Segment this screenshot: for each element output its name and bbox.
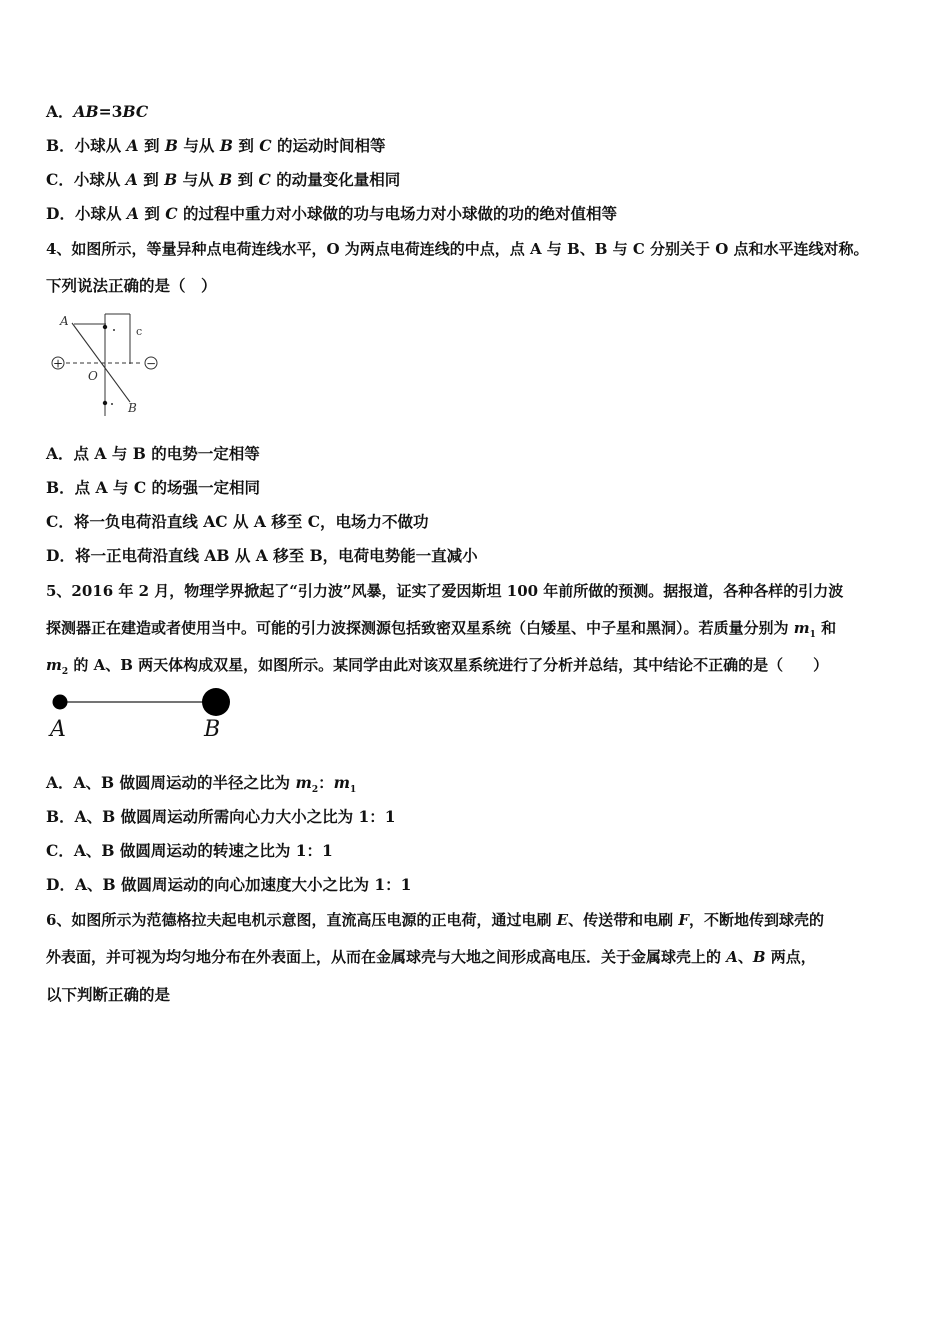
var: B — [164, 170, 178, 189]
option-label: D． — [46, 204, 75, 223]
var-b: B — [752, 948, 766, 966]
label-o: O — [88, 369, 98, 383]
text: 、 — [737, 948, 753, 966]
text: ： — [318, 773, 334, 792]
q4-option-c: C．将一负电荷沿直线 AC 从 A 移至 C，电场力不做功 — [46, 512, 429, 531]
q6-stem-line3: 以下判断正确的是 — [46, 985, 171, 1004]
dot-c — [113, 329, 115, 331]
var: B — [219, 170, 233, 189]
label-a: A — [60, 314, 69, 328]
dot-b — [111, 403, 113, 405]
q5-figure — [44, 686, 244, 746]
var: C — [258, 170, 271, 189]
sub: 1 — [809, 630, 816, 640]
math-ab: AB — [73, 102, 99, 121]
var: m — [333, 773, 351, 792]
text: 的 A、B 两天体构成双星，如图所示。某同学由此对该双星系统进行了分析并总结，其中结论不正确的是（ ） — [68, 656, 829, 674]
q4-stem-line2: 下列说法正确的是（ ） — [46, 276, 217, 295]
q4-figure — [44, 308, 170, 420]
var-a: A — [726, 948, 738, 966]
text: 与从 — [183, 136, 215, 155]
text: 外表面，并可视为均匀地分布在外表面上，从而在金属球壳与大地之间形成高电压．关于金属球壳上的 — [46, 948, 727, 966]
plus-sign: + — [52, 356, 64, 371]
q4-option-b: B．点 A 与 C 的场强一定相同 — [46, 478, 261, 497]
text: 与从 — [182, 170, 214, 189]
text: 到 — [237, 170, 254, 189]
text: 到 — [143, 136, 160, 155]
q5-stem-line2 — [46, 618, 836, 645]
text: 两点， — [765, 948, 816, 966]
var: A — [126, 204, 139, 223]
var-m2: m — [46, 656, 62, 674]
sub: 1 — [350, 785, 357, 796]
sub: 2 — [61, 667, 69, 677]
q5-option-b: B．A、B 做圆周运动所需向心力大小之比为 1：1 — [46, 807, 396, 826]
text: 到 — [144, 204, 160, 223]
q3-option-b — [46, 136, 386, 156]
text: 、传送带和电刷 — [568, 911, 679, 929]
text: 的运动时间相等 — [277, 136, 386, 155]
q3-option-d — [46, 204, 617, 224]
q5-option-d: D．A、B 做圆周运动的向心加速度大小之比为 1：1 — [46, 875, 412, 894]
text: 到 — [143, 170, 159, 189]
var: A — [125, 170, 138, 189]
text: 小球从 — [74, 136, 122, 155]
star-b — [202, 688, 230, 716]
text: 6、如图所示为范德格拉夫起电机示意图，直流高压电源的正电荷，通过电刷 — [46, 911, 557, 929]
dot-top — [103, 325, 107, 329]
text: 的动量变化量相同 — [276, 170, 401, 189]
text: 小球从 — [73, 170, 121, 189]
q3-option-c — [46, 170, 400, 190]
label-b: B — [204, 717, 221, 742]
text: 的过程中重力对小球做的功与电场力对小球做的功的绝对值相等 — [182, 204, 617, 223]
q5-option-a — [46, 773, 356, 800]
var: m — [295, 773, 312, 792]
label-b: B — [128, 401, 137, 415]
var-m1: m — [793, 619, 810, 637]
var: C — [259, 136, 272, 155]
q5-stem-line1: 5、2016 年 2 月，物理学界掀起了“引力波”风暴，证实了爱因斯坦 100 年前所做的预测。据报道，各种各样的引力波 — [46, 582, 844, 600]
var: A — [126, 136, 139, 155]
math-eq: =3 — [98, 102, 123, 121]
var: B — [219, 136, 233, 155]
option-label: B． — [46, 136, 75, 155]
q3-option-a — [46, 102, 148, 122]
q4-option-d: D．将一正电荷沿直线 AB 从 A 移至 B，电荷电势能一直减小 — [46, 546, 478, 565]
q6-stem-line1 — [46, 910, 824, 930]
text: 到 — [238, 136, 254, 155]
text: 探测器正在建造或者使用当中。可能的引力波探测源包括致密双星系统（白矮星、中子星和黑洞）。若质量分别为 — [46, 619, 794, 637]
label-a: A — [50, 717, 66, 742]
star-a — [53, 695, 68, 710]
var-e: E — [556, 911, 569, 929]
var-f: F — [678, 911, 689, 929]
text: ，不断地传到球壳的 — [689, 911, 825, 929]
label-c: c — [136, 325, 143, 338]
text: A．A、B 做圆周运动的半径之比为 — [46, 773, 296, 792]
text: 和 — [815, 619, 837, 637]
text: 小球从 — [74, 204, 122, 223]
math-bc: BC — [122, 102, 149, 121]
q6-stem-line2 — [46, 947, 816, 967]
q4-stem-line1: 4、如图所示，等量异种点电荷连线水平，O 为两点电荷连线的中点，点 A 与 B、B 与 C 分别关于 O 点和水平连线对称。 — [46, 240, 869, 258]
sub: 2 — [311, 785, 319, 796]
var: C — [165, 204, 178, 223]
option-label: A． — [46, 102, 74, 121]
var: B — [164, 136, 178, 155]
option-label: C． — [46, 170, 74, 189]
q5-option-c: C．A、B 做圆周运动的转速之比为 1：1 — [46, 841, 333, 860]
q5-stem-line3 — [46, 655, 828, 682]
minus-sign: − — [145, 356, 157, 371]
dot-bottom — [103, 401, 107, 405]
q4-option-a: A．点 A 与 B 的电势一定相等 — [46, 444, 260, 463]
